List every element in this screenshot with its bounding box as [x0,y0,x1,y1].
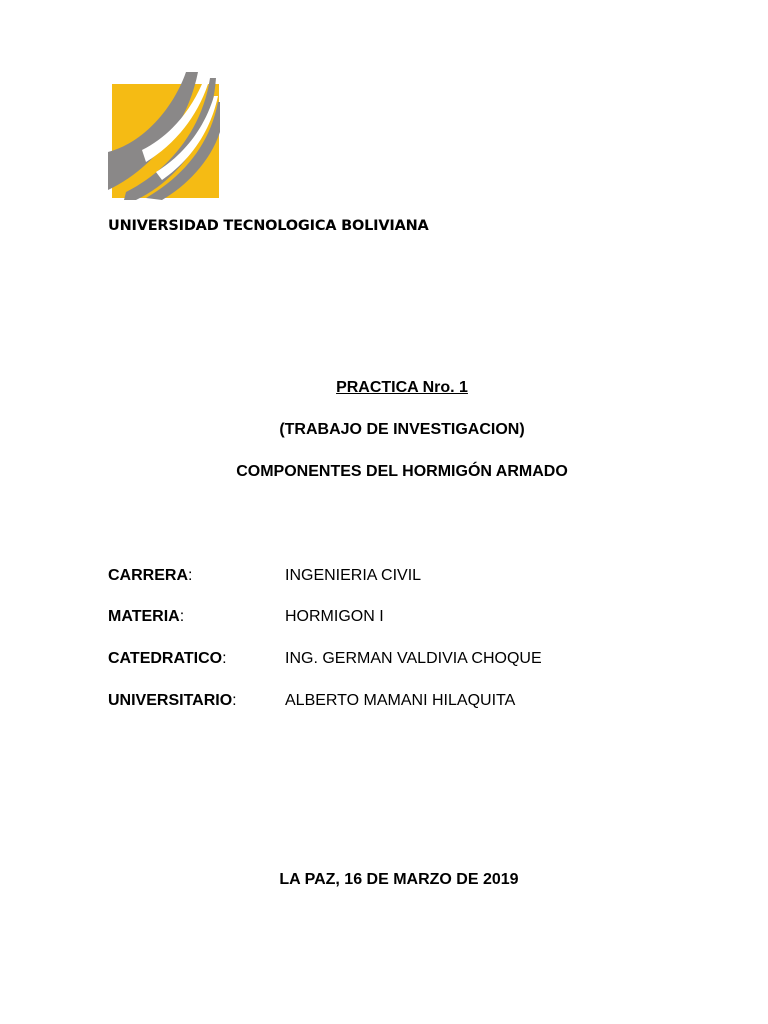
info-label [108,608,184,626]
info-label-key: UNIVERSITARIO [108,692,233,709]
info-label-separator: : [179,608,185,625]
university-logo-icon [106,72,222,200]
info-label-key: CARRERA [108,567,188,584]
info-label-separator: : [188,567,193,584]
info-row-catedratico [108,650,708,670]
info-row-materia [108,608,708,628]
place-date: LA PAZ, 16 DE MARZO DE 2019 [279,871,519,888]
info-label [108,692,237,710]
practica-topic: COMPONENTES DEL HORMIGÓN ARMADO [236,463,568,480]
info-value: ING. GERMAN VALDIVIA CHOQUE [285,650,542,667]
info-label-separator: : [222,650,227,667]
info-value: HORMIGON I [285,608,384,625]
info-value: ALBERTO MAMANI HILAQUITA [285,692,516,709]
info-label-key: CATEDRATICO [108,650,223,667]
practica-title: PRACTICA Nro. 1 [336,379,468,396]
info-label-separator: : [232,692,237,709]
info-value: INGENIERIA CIVIL [285,567,422,584]
practica-subtitle: (TRABAJO DE INVESTIGACION) [279,421,525,438]
info-label-key: MATERIA [108,608,180,625]
info-row-universitario [108,692,708,712]
university-name: UNIVERSIDAD TECNOLOGICA BOLIVIANA [108,218,429,234]
university-logo [106,72,222,200]
info-row-carrera [108,567,708,587]
info-label [108,650,227,668]
info-label [108,567,192,585]
